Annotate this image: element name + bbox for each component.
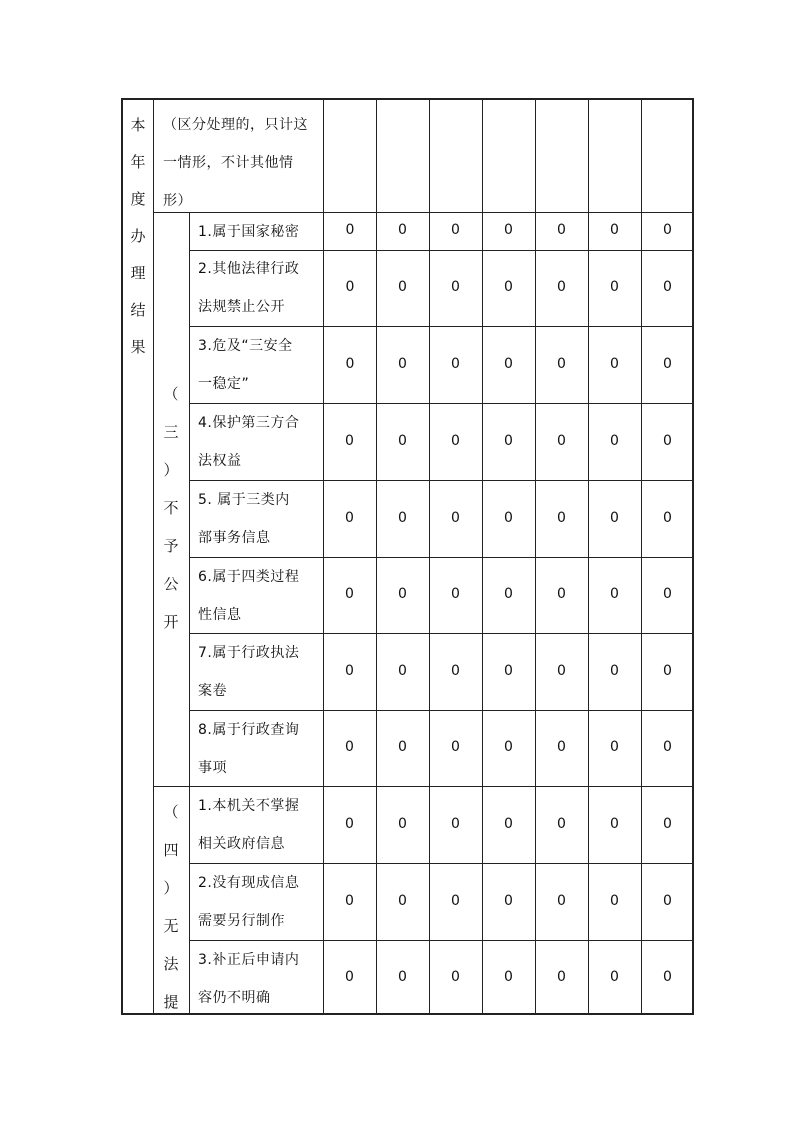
outer-label-char: 理	[130, 264, 146, 282]
group3-label-char: 予	[163, 537, 179, 555]
group4-label-char: 法	[163, 955, 179, 973]
value-cell: 0	[557, 968, 566, 985]
group4-label-char: ）	[163, 879, 179, 897]
value-cell: 0	[504, 222, 513, 238]
row-label: 6.属于四类过程	[198, 569, 300, 585]
value-cell: 0	[398, 815, 407, 832]
group3-label-char: 不	[163, 499, 179, 517]
value-cell: 0	[663, 432, 672, 449]
value-cell: 0	[610, 968, 619, 985]
value-cell: 0	[610, 892, 619, 909]
value-cell: 0	[398, 739, 407, 755]
value-cell: 0	[504, 586, 513, 602]
value-cell: 0	[610, 586, 619, 602]
value-cell: 0	[504, 509, 513, 526]
value-cell: 0	[398, 355, 407, 372]
value-cell: 0	[398, 279, 407, 295]
value-cell: 0	[345, 815, 354, 832]
row-label: 法规禁止公开	[198, 299, 285, 315]
group4-label-char: （	[163, 803, 179, 821]
group3-label-char: ）	[163, 461, 179, 479]
value-cell: 0	[398, 586, 407, 602]
outer-label-char: 果	[130, 338, 146, 356]
value-cell: 0	[663, 279, 672, 295]
row-label: 2.其他法律行政	[198, 261, 300, 277]
value-cell: 0	[345, 222, 355, 238]
col-line	[189, 212, 190, 1015]
value-cell: 0	[610, 279, 619, 295]
value-cell: 0	[557, 432, 566, 449]
value-cell: 0	[451, 432, 460, 449]
row-label: 性信息	[198, 607, 242, 623]
value-cell: 0	[451, 279, 460, 295]
row-label: 1.本机关不掌握	[198, 798, 300, 814]
value-cell: 0	[345, 739, 354, 755]
row-label: 事项	[198, 760, 227, 776]
value-cell: 0	[663, 739, 672, 755]
value-cell: 0	[504, 662, 513, 679]
group4-label-char: 四	[163, 841, 179, 859]
result-table	[121, 98, 694, 1015]
row-label: 相关政府信息	[198, 836, 285, 852]
row-label: 3.补正后申请内	[198, 952, 300, 968]
value-cell: 0	[345, 586, 354, 602]
value-cell: 0	[451, 739, 460, 755]
value-cell: 0	[557, 662, 566, 679]
value-cell: 0	[451, 815, 460, 832]
value-cell: 0	[504, 892, 513, 909]
value-cell: 0	[451, 662, 460, 679]
value-cell: 0	[663, 892, 672, 909]
value-cell: 0	[504, 279, 513, 295]
value-cell: 0	[451, 586, 460, 602]
value-cell: 0	[451, 222, 460, 238]
group3-label-char: 三	[163, 423, 179, 441]
value-cell: 0	[610, 815, 619, 832]
value-cell: 0	[610, 662, 619, 679]
value-cell: 0	[504, 815, 513, 832]
outer-label-char: 结	[130, 301, 146, 319]
value-cell: 0	[610, 432, 619, 449]
value-cell: 0	[557, 355, 566, 372]
outer-label-char: 本	[130, 116, 146, 134]
value-cell: 0	[398, 432, 407, 449]
top-note-line: 形）	[163, 193, 192, 209]
value-cell: 0	[345, 662, 354, 679]
value-cell: 0	[663, 509, 672, 526]
value-cell: 0	[398, 968, 407, 985]
row-label: 需要另行制作	[198, 913, 285, 929]
value-cell: 0	[451, 355, 460, 372]
value-cell: 0	[557, 815, 566, 832]
row-label: 一稳定”	[198, 376, 250, 392]
row-label: 2.没有现成信息	[198, 875, 300, 891]
value-cell: 0	[663, 222, 672, 238]
value-cell: 0	[345, 279, 355, 295]
group3-label-char: （	[163, 385, 179, 403]
row-label: 3.危及“三安全	[198, 338, 293, 354]
value-cell: 0	[663, 662, 672, 679]
value-cell: 0	[663, 968, 672, 985]
row-label: 1.属于国家秘密	[198, 224, 300, 240]
value-cell: 0	[557, 279, 566, 295]
value-cell: 0	[345, 892, 354, 909]
value-cell: 0	[557, 892, 566, 909]
row-label: 案卷	[198, 683, 227, 699]
value-cell: 0	[345, 432, 354, 449]
value-cell: 0	[557, 586, 566, 602]
value-cell: 0	[504, 739, 513, 755]
value-cell: 0	[663, 586, 672, 602]
outer-label-char: 年	[130, 153, 146, 171]
value-cell: 0	[398, 222, 407, 238]
outer-label-char: 度	[130, 190, 146, 208]
row-label: 部事务信息	[198, 530, 271, 546]
row-label: 7.属于行政执法	[198, 645, 300, 661]
row-label: 法权益	[198, 453, 242, 469]
value-cell: 0	[663, 815, 672, 832]
value-cell: 0	[451, 968, 460, 985]
value-cell: 0	[451, 892, 460, 909]
value-cell: 0	[345, 509, 354, 526]
value-cell: 0	[398, 892, 407, 909]
row-label: 容仍不明确	[198, 990, 271, 1006]
value-cell: 0	[504, 355, 513, 372]
row-label: 4.保护第三方合	[198, 415, 300, 431]
value-cell: 0	[398, 662, 407, 679]
group4-label-char: 无	[163, 917, 179, 935]
value-cell: 0	[451, 509, 460, 526]
value-cell: 0	[610, 355, 619, 372]
value-cell: 0	[345, 355, 355, 372]
value-cell: 0	[610, 739, 619, 755]
value-cell: 0	[345, 968, 354, 985]
group3-label-char: 公	[163, 575, 179, 593]
value-cell: 0	[663, 355, 672, 372]
value-cell: 0	[504, 432, 513, 449]
group4-label-char: 提	[163, 993, 179, 1011]
value-cell: 0	[557, 509, 566, 526]
outer-label-char: 办	[130, 227, 146, 245]
group3-label-char: 开	[163, 613, 179, 631]
value-cell: 0	[557, 739, 566, 755]
row-label: 5. 属于三类内	[198, 492, 290, 508]
value-cell: 0	[610, 222, 619, 238]
row-label: 8.属于行政查询	[198, 722, 300, 738]
top-note-line: 一情形，不计其他情	[163, 155, 294, 171]
value-cell: 0	[398, 509, 407, 526]
top-note-line: （区分处理的，只计这	[163, 117, 308, 133]
col-line	[153, 100, 154, 1015]
value-cell: 0	[557, 222, 566, 238]
value-cell: 0	[504, 968, 513, 985]
value-cell: 0	[610, 509, 619, 526]
